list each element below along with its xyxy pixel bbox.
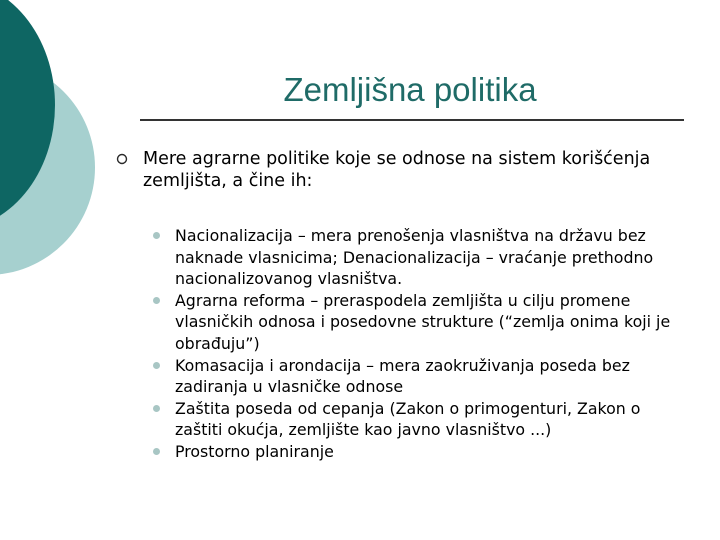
list-item-text: Komasacija i arondacija – mera zaokruživanja poseda bez zadiranja u vlasničke odnose	[175, 355, 630, 397]
sub-bullet-list	[153, 225, 683, 463]
decorative-circles	[0, 0, 110, 300]
list-item	[153, 441, 683, 463]
dot-bullet-icon	[153, 297, 160, 304]
dot-bullet-icon	[153, 405, 160, 412]
list-item-text: Zaštita poseda od cepanja (Zakon o primogenturi, Zakon o zaštiti okućja, zemljište kao javno vlasništvo ...)	[175, 398, 641, 440]
list-item-text: Nacionalizacija – mera prenošenja vlasništva na državu bez naknade vlasnicima; Denacionalizacija – vraćanje prethodno nacionalizovanog vlasništva.	[175, 226, 654, 289]
list-item	[153, 398, 683, 441]
list-item	[153, 355, 683, 398]
list-item-text: Agrarna reforma – preraspodela zemljišta u cilju promene vlasničkih odnosa i posedovne strukture (“zemlja onima koji je obrađuju”)	[175, 290, 671, 353]
list-item	[153, 290, 683, 355]
list-item	[153, 225, 683, 290]
slide-title: Zemljišna politika	[283, 71, 537, 108]
dot-bullet-icon	[153, 448, 160, 455]
list-item-text: Prostorno planiranje	[175, 441, 334, 461]
ring-bullet-icon	[115, 152, 129, 166]
main-bullet-text: Mere agrarne politike koje se odnose na sistem korišćenja zemljišta, a čine ih:	[143, 149, 651, 191]
dot-bullet-icon	[153, 232, 160, 239]
dot-bullet-icon	[153, 362, 160, 369]
title-divider	[140, 119, 684, 121]
